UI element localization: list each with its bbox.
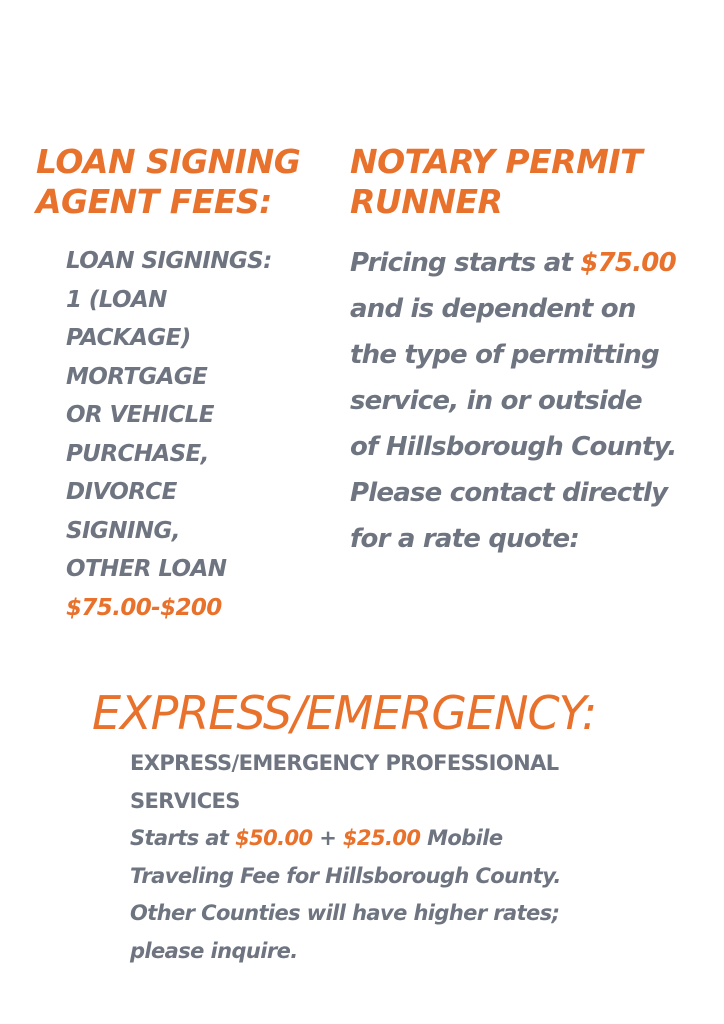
notary-permit-details [350, 240, 695, 562]
express-rate-suffix: Mobile [420, 826, 503, 850]
express-detail-line: Traveling Fee for Hillsborough County. [130, 863, 561, 888]
loan-detail-line: LOAN SIGNINGS: [66, 248, 272, 274]
permit-heading-line1: NOTARY PERMIT [350, 142, 643, 181]
notary-permit-heading [350, 142, 690, 222]
permit-detail-line: and is dependent on [350, 294, 636, 324]
permit-detail-line: the type of permitting [350, 340, 659, 370]
loan-heading-line1: LOAN SIGNING [36, 142, 301, 181]
loan-detail-line: SIGNING, [66, 517, 180, 544]
express-rate-line [130, 820, 690, 858]
loan-detail-line: 1 (LOAN [66, 286, 167, 313]
loan-price: $75.00-$200 [66, 594, 222, 621]
loan-detail-line: OR VEHICLE [66, 402, 214, 428]
loan-detail-line: DIVORCE [66, 479, 177, 505]
permit-pricing-prefix: Pricing starts at [350, 248, 581, 278]
permit-price: $75.00 [580, 248, 676, 278]
express-detail-line: Other Counties will have higher rates; [130, 901, 560, 925]
express-service-title-line2: SERVICES [130, 788, 240, 813]
loan-detail-line: PACKAGE) [66, 325, 191, 351]
express-emergency-details [130, 745, 690, 970]
permit-pricing-line [350, 240, 695, 286]
loan-detail-line: OTHER LOAN [66, 556, 227, 582]
permit-detail-line: of Hillsborough County. [350, 432, 677, 462]
express-base-price: $50.00 [235, 826, 313, 850]
express-rate-prefix: Starts at [130, 826, 236, 850]
express-travel-price: $25.00 [342, 826, 421, 850]
permit-detail-line: for a rate quote: [350, 524, 579, 554]
loan-signing-details [66, 242, 326, 627]
permit-detail-line: Please contact directly [350, 478, 668, 508]
express-rate-plus: + [312, 826, 343, 850]
loan-detail-line: MORTGAGE [66, 363, 208, 390]
loan-heading-line2: AGENT FEES: [36, 182, 272, 221]
express-emergency-heading: EXPRESS/EMERGENCY: [92, 686, 597, 740]
permit-detail-line: service, in or outside [350, 386, 642, 416]
loan-signing-heading [36, 142, 336, 222]
express-service-title-line1: EXPRESS/EMERGENCY PROFESSIONAL [130, 751, 559, 775]
loan-detail-line: PURCHASE, [66, 440, 209, 467]
express-detail-line: please inquire. [130, 938, 298, 963]
permit-heading-line2: RUNNER [350, 182, 503, 221]
